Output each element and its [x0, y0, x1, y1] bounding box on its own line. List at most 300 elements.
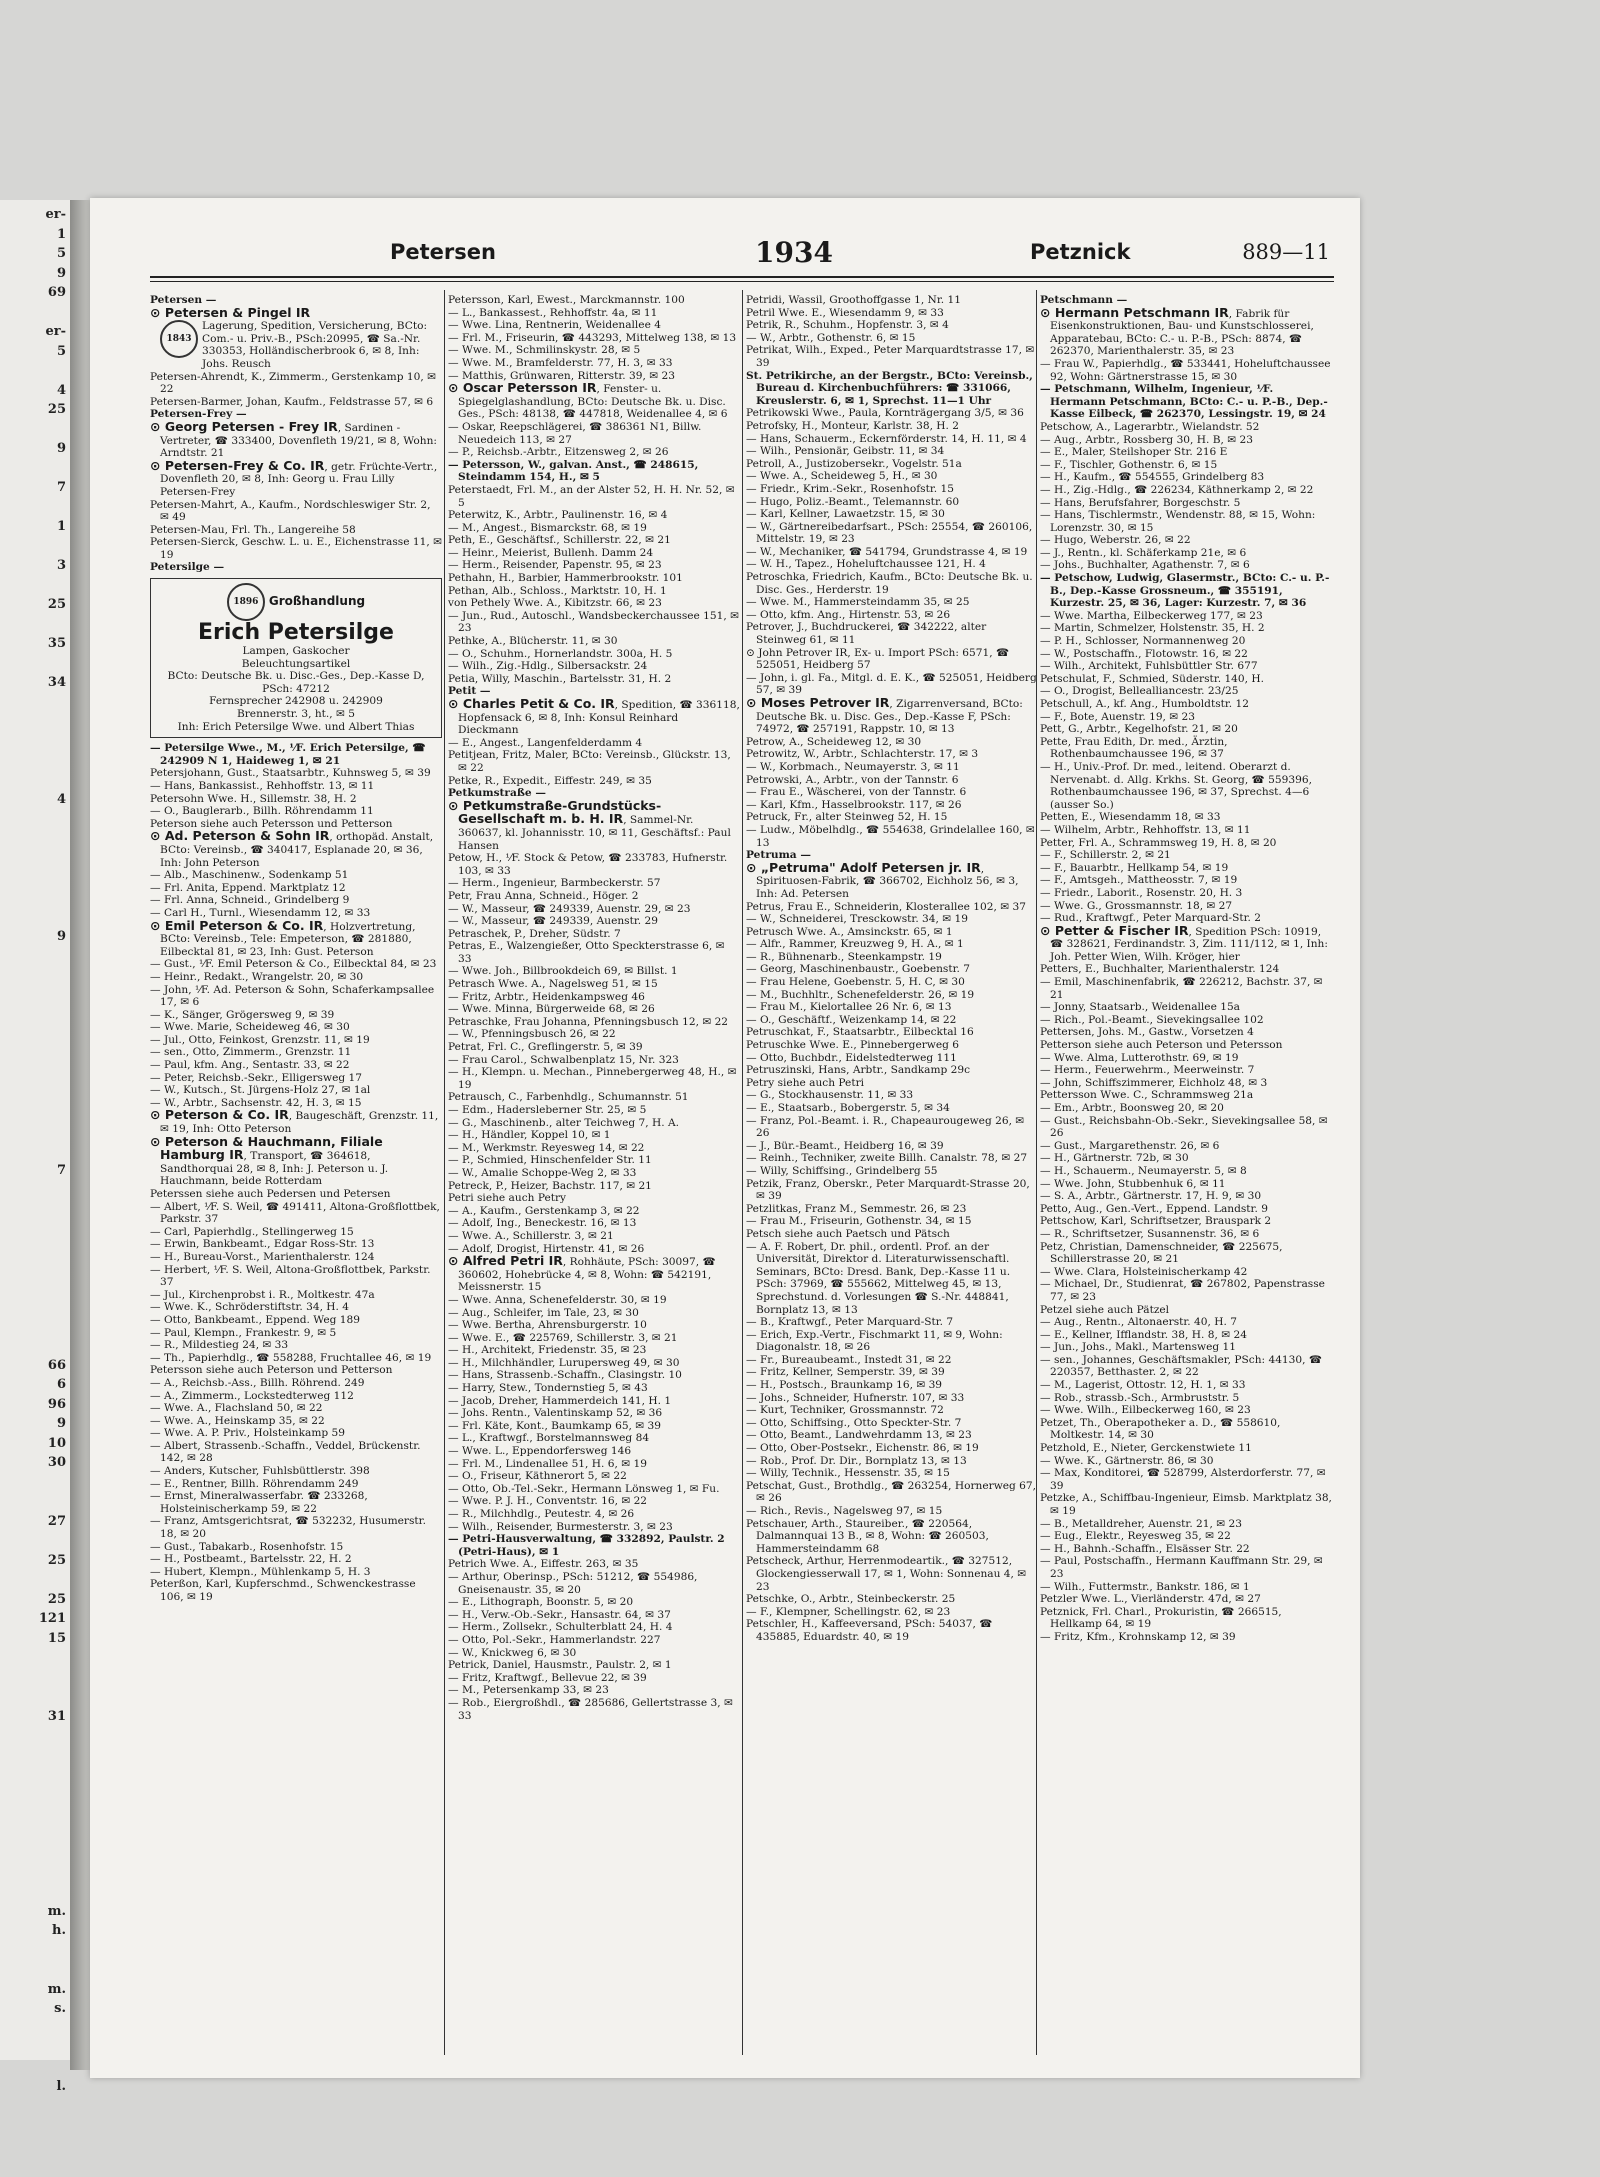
directory-entry: — R., Bühnenarb., Steenkampstr. 19	[746, 950, 942, 963]
directory-entry: Petzke, A., Schiffbau-Ingenieur, Eimsb. Marktplatz 38, ✉ 19	[1040, 1492, 1332, 1517]
directory-entry: — Paul, kfm. Ang., Sentastr. 33, ✉ 22	[150, 1059, 350, 1072]
directory-entry: — Wwe. M., Hammersteindamm 35, ✉ 25	[746, 596, 970, 609]
directory-entry	[746, 697, 1038, 736]
directory-entry: Petrus, Frau E., Schneiderin, Klosterallee 102, ✉ 37	[746, 900, 1026, 913]
directory-entry: Petersson, Karl, Ewest., Marckmannstr. 100	[448, 294, 685, 306]
directory-entry: — John, i. gl. Fa., Mitgl. d. E. K., ☎ 525051, Heidberg 57, ✉ 39	[746, 671, 1037, 697]
directory-entry: — Otto, Beamt., Landwehrdamm 13, ✉ 23	[746, 1429, 972, 1442]
directory-entry: — Fritz, Kfm., Krohnskamp 12, ✉ 39	[1040, 1630, 1236, 1643]
directory-entry: — J., Bür.-Beamt., Heidberg 16, ✉ 39	[746, 1139, 944, 1152]
directory-entry: — Wwe. Wilh., Eilbeckerweg 160, ✉ 23	[1040, 1404, 1251, 1417]
edge-text-fragment: 69	[47, 285, 66, 300]
directory-entry: — Reinh., Techniker, zweite Billh. Canalstr. 78, ✉ 27	[746, 1152, 1028, 1165]
directory-entry: — A., Kaufm., Gerstenkamp 3, ✉ 22	[448, 1204, 640, 1217]
directory-entry: Peterssen siehe auch Pedersen und Petersen	[150, 1188, 391, 1200]
directory-entry: — F., Amtsgeh., Mattheosstr. 7, ✉ 19	[1040, 874, 1238, 887]
directory-entry: — M., Buchhltr., Schenefelderstr. 26, ✉ 19	[746, 988, 975, 1001]
directory-entry	[1040, 304, 1332, 358]
directory-entry: — Wwe. M., Schmilinskystr. 28, ✉ 5	[448, 344, 641, 357]
advertisement	[150, 578, 442, 738]
directory-entry: — Herm., Reisender, Papenstr. 95, ✉ 23	[448, 559, 662, 572]
edge-text-fragment: 6	[56, 1377, 66, 1392]
directory-entry: — O., Drogist, Bellealliancestr. 23/25	[1040, 685, 1239, 698]
directory-entry: — Em., Arbtr., Boonsweg 20, ✉ 20	[1040, 1102, 1224, 1114]
directory-entry: — W., Masseur, ☎ 249339, Auenstr. 29	[448, 915, 658, 928]
directory-entry: — A., Zimmerm., Lockstedterweg 112	[150, 1389, 354, 1402]
directory-entry: — Frau M., Friseurin, Gothenstr. 34, ✉ 15	[746, 1215, 972, 1228]
firm-details: , Sammel-Nr. 360637, kl. Johannisstr. 10, ✉ 11, Geschäftsf.: Paul Hansen	[458, 814, 731, 852]
directory-entry: Petrasch Wwe. A., Nagelsweg 51, ✉ 15	[448, 978, 658, 991]
firm-name: ⊙ Ad. Peterson & Sohn IR	[150, 828, 330, 844]
directory-entry: — L., Kraftwgf., Borstelmannsweg 84	[448, 1432, 650, 1445]
founding-year-seal: 1896	[227, 583, 265, 621]
header-page-number: 889—11	[1242, 240, 1330, 264]
edge-text-fragment: 3	[56, 558, 66, 573]
directory-entry: St. Petrikirche, an der Bergstr., BCto: Vereinsb., Bureau d. Kirchenbuchführers: ☎ 331066, Kreuslerstr. 6, ✉ 1, Sprechst. 11—1 Uhr	[746, 369, 1033, 407]
directory-entry: — Frl. M., Lindenallee 51, H. 6, ✉ 19	[448, 1457, 647, 1470]
directory-entry: — Frl. M., Friseurin, ☎ 443293, Mittelweg 138, ✉ 13	[448, 331, 737, 344]
directory-entry: — E., Lithograph, Boonstr. 5, ✉ 20	[448, 1596, 634, 1609]
directory-entry: — Friedr., Krim.-Sekr., Rosenhofstr. 15	[746, 482, 954, 495]
directory-entry: — Carl, Papierhdlg., Stellingerweg 15	[150, 1225, 354, 1238]
directory-entry: Pette, Frau Edith, Dr. med., Ärztin, Rothenbaumchaussee 196, ✉ 37	[1040, 735, 1228, 761]
directory-entry: — Petri-Hausverwaltung, ☎ 332892, Paulstr. 2 (Petri-Haus), ✉ 1	[448, 1533, 725, 1558]
directory-entry: ⊙ John Petrover IR, Ex- u. Import PSch: 6571, ☎ 525051, Heidberg 57	[746, 646, 1010, 672]
firm-name: ⊙ Petter & Fischer IR	[1040, 922, 1189, 938]
directory-entry: — Paul, Postschaffn., Hermann Kauffmann Str. 29, ✉ 23	[1040, 1555, 1323, 1580]
directory-entry: — Otto, Buchbdr., Eidelstedterweg 111	[746, 1051, 957, 1064]
directory-entry: Petr, Frau Anna, Schneid., Höger. 2	[448, 889, 639, 902]
directory-entry: Pethahn, H., Barbier, Hammerbrookstr. 101	[448, 572, 683, 585]
directory-entry: — Oskar, Reepschlägerei, ☎ 386361 N1, Billw. Neuedeich 113, ✉ 27	[448, 420, 702, 446]
firm-name: ⊙ Petersen & Pingel IR	[150, 304, 311, 320]
directory-entry: — Wwe. Joh., Billbrookdeich 69, ✉ Billst. 1	[448, 965, 678, 978]
edge-text-fragment: 25	[47, 597, 66, 612]
directory-entry: — Hans, Schauerm., Eckernförderstr. 14, H. 11, ✉ 4	[746, 432, 1027, 445]
directory-page	[90, 198, 1360, 2078]
directory-entry: — H., Zig.-Hdlg., ☎ 226234, Käthnerkamp 2, ✉ 22	[1040, 483, 1314, 496]
directory-entry: — Kurt, Techniker, Grossmannstr. 72	[746, 1404, 944, 1417]
directory-entry: Petkumstraße —	[448, 787, 546, 800]
header-last-entry: Petznick	[1030, 240, 1131, 264]
directory-entry: — Hugo, Weberstr. 26, ✉ 22	[1040, 534, 1191, 547]
directory-entry: — Herm., Zollsekr., Schulterblatt 24, H. 4	[448, 1621, 673, 1634]
directory-entry: Petznick, Frl. Charl., Prokuristin, ☎ 266515, Hellkamp 64, ✉ 19	[1040, 1605, 1282, 1631]
directory-entry: Petersjohann, Gust., Staatsarbtr., Kuhnsweg 5, ✉ 39	[150, 767, 431, 780]
ad-line: BCto: Deutsche Bk. u. Disc.-Ges., Dep.-Kasse D, PSch: 47212	[167, 670, 425, 695]
directory-entry: — R., Milchhdlg., Peutestr. 4, ✉ 26	[448, 1508, 635, 1520]
directory-entry: Petzlitkas, Franz M., Semmestr. 26, ✉ 23	[746, 1202, 967, 1215]
directory-entry: — Frau E., Wäscherei, von der Tannstr. 6	[746, 786, 967, 799]
firm-name: ⊙ Moses Petrover IR	[746, 695, 890, 710]
directory-entry: — Hans, Bankassist., Rehhoffstr. 13, ✉ 11	[150, 780, 375, 792]
directory-entry: — M., Werkmstr. Reyesweg 14, ✉ 22	[448, 1141, 645, 1154]
directory-entry: Petit —	[448, 685, 491, 698]
directory-entry: — Herm., Feuerwehrm., Meerweinstr. 7	[1040, 1064, 1255, 1077]
directory-entry: — Adolf, Drogist, Hirtenstr. 41, ✉ 26	[448, 1242, 645, 1255]
directory-entry	[150, 418, 442, 460]
directory-entry: — Wwe. Lina, Rentnerin, Weidenallee 4	[448, 319, 661, 332]
edge-text-fragment: 9	[56, 928, 66, 944]
directory-entry: — M., Lagerist, Ottostr. 12, H. 1, ✉ 33	[1040, 1379, 1246, 1392]
directory-entry: — Martin, Schmelzer, Holstenstr. 35, H. 2	[1040, 622, 1265, 635]
directory-entry: — F., Bauarbtr., Hellkamp 54, ✉ 19	[1040, 861, 1229, 874]
firm-name: ⊙ Charles Petit & Co. IR	[448, 696, 615, 711]
directory-entry: — E., Rentner, Billh. Röhrendamm 249	[150, 1477, 359, 1490]
directory-entry: Petrow, A., Scheideweg 12, ✉ 30	[746, 735, 922, 748]
directory-entry: Petten, E., Wiesendamm 18, ✉ 33	[1040, 811, 1221, 824]
directory-entry: Petter, Frl. A., Schrammsweg 19, H. 8, ✉ 20	[1040, 836, 1277, 849]
ad-line: Fernsprecher 242908 u. 242909	[209, 695, 383, 708]
directory-entry: — O., Bauglerarb., Billh. Röhrendamm 11	[150, 805, 374, 818]
firm-name: ⊙ Hermann Petschmann IR	[1040, 304, 1229, 320]
directory-entry: — W., Mechaniker, ☎ 541794, Grundstrasse 4, ✉ 19	[746, 545, 1028, 558]
directory-entry: — Wwe. P. J. H., Conventstr. 16, ✉ 22	[448, 1495, 648, 1508]
directory-entry: Petersen —	[150, 294, 217, 306]
directory-entry: — Jacob, Dreher, Hammerdeich 141, H. 1	[448, 1394, 672, 1407]
firm-details: , Transport, ☎ 364618, Sandthorquai 28, ✉ 8, Inh: J. Peterson u. J. Hauchmann, beide Rotterdam	[160, 1150, 389, 1188]
directory-entry: — Friedr., Laborit., Rosenstr. 20, H. 3	[1040, 886, 1243, 899]
directory-entry: — Wilhelm, Arbtr., Rehhoffstr. 13, ✉ 11	[1040, 823, 1251, 836]
ad-line: Beleuchtungsartikel	[241, 657, 351, 670]
header-rule-thin	[150, 281, 1334, 282]
edge-text-fragment: m.	[47, 1903, 66, 1919]
firm-details: , getr. Früchte-Vertr., Dovenfleth 20, ✉ 8, Inh: Georg u. Frau Lilly Petersen-Frey	[160, 460, 438, 498]
directory-entry: — Otto, Pol.-Sekr., Hammerlandstr. 227	[448, 1633, 661, 1646]
directory-entry: — Aug., Schleifer, im Tale, 23, ✉ 30	[448, 1306, 639, 1319]
directory-entry: — Hubert, Klempn., Mühlenkamp 5, H. 3	[150, 1565, 371, 1578]
directory-entry: — W., Postschaffn., Flotowstr. 16, ✉ 22	[1040, 647, 1248, 660]
directory-entry: — Gust., Margarethenstr. 26, ✉ 6	[1040, 1139, 1220, 1152]
directory-entry: — Petschmann, Wilhelm, Ingenieur, ⅟F. Hermann Petschmann, BCto: C.- u. P.-B., Dep.-Kasse Eilbeck, ☎ 262370, Lessingstr. 19, ✉ 24	[1040, 383, 1328, 421]
directory-entry: — Hugo, Poliz.-Beamt., Telemannstr. 60	[746, 495, 960, 508]
directory-entry: — E., Maler, Steilshoper Str. 216 E	[1040, 446, 1228, 459]
directory-entry: — H., Klempn. u. Mechan., Pinnebergerweg 48, H., ✉ 19	[448, 1066, 737, 1091]
directory-entry: Petrofsky, H., Monteur, Karlstr. 38, H. 2	[746, 419, 960, 432]
directory-entry: — A. F. Robert, Dr. phil., ordentl. Prof. an der Universität, Direktor d. Literaturwissenschaftl. Seminars, BCto: Dresd. Bank, Dep.-Kasse 11 u. PSch: 37969, ☎ 555662, Mittelweg 45, ✉ 13, Sprechstund. d. Vorlesungen ☎ S.-Nr. 448841, Bornplatz 13, ✉ 13	[746, 1240, 1011, 1316]
edge-text-fragment: 66	[47, 1357, 66, 1373]
directory-entry: — F., Schillerstr. 2, ✉ 21	[1040, 849, 1171, 862]
directory-entry: — Eug., Elektr., Reyesweg 35, ✉ 22	[1040, 1530, 1231, 1543]
directory-entry: — Otto, Ober-Postsekr., Eichenstr. 86, ✉ 19	[746, 1442, 979, 1455]
directory-entry: Petrik, R., Schuhm., Hopfenstr. 3, ✉ 4	[746, 319, 949, 332]
adjacent-page-edge	[0, 200, 71, 2094]
directory-entry: Petroll, A., Justizobersekr., Vogelstr. 51a	[746, 457, 962, 470]
edge-text-fragment: 7	[56, 1162, 66, 1178]
directory-entry: — Frau W., Papierhdlg., ☎ 533441, Hoheluftchaussee 92, Wohn: Gärtnerstrasse 15, ✉ 30	[1040, 357, 1331, 383]
directory-entry: — H., Milchhändler, Lurupersweg 49, ✉ 30	[448, 1356, 680, 1369]
directory-entry: — O., Geschäftf., Weizenkamp 14, ✉ 22	[746, 1013, 957, 1026]
directory-entry: — H., Architekt, Friedenstr. 35, ✉ 23	[448, 1344, 647, 1357]
directory-entry: — H., Kaufm., ☎ 554555, Grindelberg 83	[1040, 471, 1265, 484]
directory-entry: Petrikat, Wilh., Exped., Peter Marquardtstrasse 17, ✉ 39	[746, 344, 1035, 369]
directory-entry: Petschull, A., kf. Ang., Humboldtstr. 12	[1040, 698, 1250, 710]
directory-entry: Petschow, A., Lagerarbtr., Wielandstr. 52	[1040, 420, 1260, 433]
directory-entry: — Carl H., Turnl., Wiesendamm 12, ✉ 33	[150, 906, 371, 919]
directory-entry: — W., Arbtr., Sachsenstr. 42, H. 3, ✉ 15	[150, 1096, 362, 1109]
directory-entry: — Heinr., Meierist, Bullenh. Damm 24	[448, 546, 654, 559]
directory-entry: — Frau Helene, Goebenstr. 5, H. C, ✉ 30	[746, 976, 965, 989]
directory-entry: — Edm., Hadersleberner Str. 25, ✉ 5	[448, 1104, 647, 1116]
directory-entry: Petersen-Mahrt, A., Kaufm., Nordschleswiger Str. 2, ✉ 49	[150, 498, 431, 524]
directory-entry: — Hans, Tischlermstr., Wendenstr. 88, ✉ 15, Wohn: Lorenzstr. 30, ✉ 15	[1040, 509, 1316, 534]
directory-entry: — W., Amalie Schoppe-Weg 2, ✉ 33	[448, 1166, 637, 1179]
directory-entry: Petersilge —	[150, 561, 225, 574]
column-divider	[742, 290, 743, 2055]
directory-entry: — H., Postsch., Braunkamp 16, ✉ 39	[746, 1379, 943, 1392]
directory-entry: — Harry, Stew., Tondernstieg 5, ✉ 43	[448, 1382, 648, 1395]
directory-entry: Peterwitz, K., Arbtr., Paulinenstr. 16, ✉ 4	[448, 509, 668, 522]
directory-entry: — H., Gärtnerstr. 72b, ✉ 30	[1040, 1152, 1189, 1165]
directory-entry: — Albert, ⅟F. S. Weil, ☎ 491411, Altona-Großflottbek, Parkstr. 37	[150, 1200, 440, 1226]
directory-entry: — Wwe. K., Schröderstiftstr. 34, H. 4	[150, 1301, 350, 1314]
directory-entry: Pett, G., Arbtr., Kegelhofstr. 21, ✉ 20	[1040, 723, 1238, 736]
directory-entry: — Aug., Arbtr., Rossberg 30, H. B, ✉ 23	[1040, 433, 1253, 446]
edge-text-fragment: 30	[47, 1455, 66, 1470]
directory-entry: Petersson siehe auch Peterson und Petterson	[150, 1364, 393, 1377]
directory-entry: — Arthur, Oberinsp., PSch: 51212, ☎ 554986, Gneisenaustr. 35, ✉ 20	[448, 1570, 698, 1596]
directory-entry: — W., Masseur, ☎ 249339, Auenstr. 29, ✉ 23	[448, 902, 691, 915]
directory-entry: Petras, E., Walzengießer, Otto Speckterstrasse 6, ✉ 33	[448, 940, 725, 965]
edge-text-fragment: 15	[47, 1630, 66, 1646]
firm-details: Lagerung, Spedition, Versicherung, BCto: Com.- u. Priv.-B., PSch:20995, ☎ Sa.-Nr. 330353, Holländischerbrook 6, ✉ 8, Inh: Johs. Reusch	[202, 320, 428, 370]
directory-entry: Peterson siehe auch Petersson und Petterson	[150, 817, 393, 830]
edge-text-fragment: 34	[47, 675, 66, 690]
directory-entry: — R., Schriftsetzer, Susannenstr. 36, ✉ 6	[1040, 1227, 1260, 1240]
directory-entry: — Franz, Pol.-Beamt. i. R., Chapeaurougeweg 26, ✉ 26	[746, 1114, 1025, 1140]
directory-entry: — Albert, Strassenb.-Schaffn., Veddel, Brückenstr. 142, ✉ 28	[150, 1439, 421, 1465]
header-first-entry: Petersen	[390, 240, 496, 264]
directory-entry: Peth, E., Geschäftsf., Schillerstr. 22, ✉ 21	[448, 534, 671, 547]
directory-entry: — K., Sänger, Grögersweg 9, ✉ 39	[150, 1008, 335, 1021]
directory-entry: Petrikowski Wwe., Paula, Kornträgergang 3/5, ✉ 36	[746, 407, 1024, 420]
directory-entry: — Frau M., Kielortallee 26 Nr. 6, ✉ 13	[746, 1001, 952, 1014]
directory-entry: Petersen-Barmer, Johan, Kaufm., Feldstrasse 57, ✉ 6	[150, 395, 434, 408]
directory-entry: — Wilh., Futtermstr., Bankstr. 186, ✉ 1	[1040, 1580, 1250, 1593]
directory-entry: — F., Tischler, Gothenstr. 6, ✉ 15	[1040, 458, 1218, 471]
directory-entry: Petke, R., Expedit., Eiffestr. 249, ✉ 35	[448, 774, 652, 787]
edge-text-fragment: 1	[56, 226, 66, 242]
directory-entry: — Wwe. A., Flachsland 50, ✉ 22	[150, 1402, 323, 1415]
directory-entry: Petersen-Mau, Frl. Th., Langereihe 58	[150, 523, 356, 536]
directory-entry	[448, 698, 740, 737]
directory-entry: — H., Bahnh.-Schaffn., Elsässer Str. 22	[1040, 1542, 1250, 1555]
edge-text-fragment: 4	[56, 792, 66, 807]
directory-entry: — Anders, Kutscher, Fuhlsbüttlerstr. 398	[150, 1465, 370, 1478]
directory-entry: — Fritz, Kellner, Semperstr. 39, ✉ 39	[746, 1366, 945, 1379]
directory-entry: — Wwe. A., Schillerstr. 3, ✉ 21	[448, 1229, 614, 1242]
directory-entry: — W., Schneiderei, Tresckowstr. 34, ✉ 19	[746, 913, 969, 926]
directory-entry: Petia, Willy, Maschin., Bartelsstr. 31, H. 2	[448, 672, 672, 685]
edge-text-fragment: 121	[38, 1611, 66, 1626]
directory-entry: Petzler Wwe. L., Vierländerstr. 47d, ✉ 27	[1040, 1593, 1261, 1606]
directory-entry	[448, 797, 740, 852]
directory-entry: — B., Metalldreher, Auenstr. 21, ✉ 23	[1040, 1517, 1242, 1530]
directory-entry: — Th., Papierhdlg., ☎ 558288, Fruchtallee 46, ✉ 19	[150, 1351, 432, 1364]
directory-entry: Petersen-Frey —	[150, 408, 247, 421]
directory-entry: — Fritz, Arbtr., Heidenkampsweg 46	[448, 990, 645, 1003]
directory-entry: Petrich Wwe. A., Eiffestr. 263, ✉ 35	[448, 1558, 639, 1571]
directory-entry: Petraschek, P., Dreher, Südstr. 7	[448, 927, 621, 940]
directory-entry: Petrat, Frl. C., Greflingerstr. 5, ✉ 39	[448, 1041, 643, 1054]
firm-name: ⊙ Peterson & Co. IR	[150, 1107, 289, 1123]
directory-entry: — P., Schmied, Hinschenfelder Str. 11	[448, 1154, 652, 1167]
directory-entry: — Willy, Schiffsing., Grindelberg 55	[746, 1164, 938, 1177]
directory-entry: Petrausch, C., Farbenhdlg., Schumannstr. 51	[448, 1091, 689, 1104]
directory-entry: — H., Bureau-Vorst., Marienthalerstr. 124	[150, 1250, 375, 1263]
directory-entry: — E., Staatsarb., Bobergerstr. 5, ✉ 34	[746, 1102, 950, 1114]
edge-text-fragment: 9	[56, 1416, 66, 1431]
firm-details: , Zigarrenversand, BCto: Deutsche Bk. u. Disc. Ges., Dep.-Kasse F, PSch: 74972, ☎ 257191, Rappstr. 10, ✉ 13	[756, 698, 1023, 736]
firm-details: , orthopäd. Anstalt, BCto: Vereinsb., ☎ 340417, Esplanade 20, ✉ 36, Inh: John Peterson	[160, 831, 434, 869]
edge-text-fragment: 96	[47, 1396, 66, 1412]
book-gutter	[70, 200, 92, 2070]
firm-details: , Fabrik für Eisenkonstruktionen, Bau- und Kunstschlosserei, Apparatebau, BCto: C.- u. P.-B., PSch: 8874, ☎ 262370, Marienthalerstr. 35, ✉ 23	[1050, 307, 1314, 358]
directory-entry: — Otto, Ob.-Tel.-Sekr., Hermann Lönsweg 1, ✉ Fu.	[448, 1482, 720, 1495]
directory-entry: Petril Wwe. E., Wiesendamm 9, ✉ 33	[746, 306, 944, 319]
directory-entry: — Jul., Otto, Feinkost, Grenzstr. 11, ✉ 19	[150, 1033, 370, 1046]
firm-name: ⊙ Georg Petersen - Frey IR	[150, 418, 338, 434]
directory-entry: — Jonny, Staatsarb., Weidenallee 15a	[1040, 1001, 1240, 1014]
directory-entry: Peterstaedt, Frl. M., an der Alster 52, H. H. Nr. 52, ✉ 5	[448, 483, 735, 509]
directory-entry: Petzet, Th., Oberapotheker a. D., ☎ 558610, Moltkestr. 14, ✉ 30	[1040, 1416, 1281, 1442]
directory-entry: — Wwe. Bertha, Ahrensburgerstr. 10	[448, 1319, 647, 1332]
directory-entry: — Jun., Rud., Autoschl., Wandsbeckerchaussee 151, ✉ 23	[448, 609, 739, 635]
directory-entry: — Wwe. Marie, Scheideweg 46, ✉ 30	[150, 1021, 350, 1034]
directory-entry: Petrover, J., Buchdruckerei, ☎ 342222, alter Steinweg 61, ✉ 11	[746, 621, 987, 647]
directory-entry: Pettersen, Johs. M., Gastw., Vorsetzen 4	[1040, 1026, 1254, 1039]
directory-entry: — Rob., strassb.-Sch., Armbruststr. 5	[1040, 1391, 1240, 1404]
directory-entry: Petschulat, F., Schmied, Süderstr. 140, H.	[1040, 672, 1265, 685]
directory-entry: — H., Postbeamt., Bartelsstr. 22, H. 2	[150, 1553, 352, 1566]
directory-entry: Peterßon, Karl, Kupferschmd., Schwenckestrasse 106, ✉ 19	[150, 1578, 416, 1603]
directory-entry: — Rich., Revis., Nagelsweg 97, ✉ 15	[746, 1505, 943, 1517]
directory-entry: — Gust., Tabakarb., Rosenhofstr. 15	[150, 1540, 344, 1553]
directory-entry: — Frl. Anita, Eppend. Marktplatz 12	[150, 881, 346, 894]
directory-entry: — Emil, Maschinenfabrik, ☎ 226212, Bachstr. 37, ✉ 21	[1040, 976, 1323, 1001]
directory-entry	[150, 917, 442, 959]
directory-entry: Petrusch Wwe. A., Amsinckstr. 65, ✉ 1	[746, 925, 953, 938]
firm-details: , Spirituosen-Fabrik, ☎ 366702, Eichholz 56, ✉ 3, Inh: Ad. Petersen	[756, 862, 1019, 900]
firm-name: ⊙ „Petruma" Adolf Petersen jr. IR	[746, 859, 981, 875]
directory-entry: — Wwe. K., Gärtnerstr. 86, ✉ 30	[1040, 1454, 1214, 1467]
directory-entry: Petters, E., Buchhalter, Marienthalerstr. 124	[1040, 963, 1280, 976]
directory-entry	[150, 1133, 442, 1188]
directory-entry: — R., Mildestieg 24, ✉ 33	[150, 1339, 289, 1352]
directory-entry: Petersen-Ahrendt, K., Zimmerm., Gerstenkamp 10, ✉ 22	[150, 370, 436, 396]
directory-entry: Petruck, Fr., alter Steinweg 52, H. 15	[746, 811, 948, 824]
directory-entry: Pettersson Wwe. C., Schrammsweg 21a	[1040, 1089, 1254, 1102]
column-4	[1040, 294, 1332, 2054]
directory-entry: — F., Bote, Auenstr. 19, ✉ 23	[1040, 710, 1196, 723]
directory-entry: Petrick, Daniel, Hausmstr., Paulstr. 2, ✉ 1	[448, 1659, 672, 1672]
directory-entry: Petry siehe auch Petri	[746, 1076, 865, 1089]
ad-line: Lampen, Gaskocher	[242, 645, 350, 658]
directory-entry: — sen., Johannes, Geschäftsmakler, PSch: 44130, ☎ 220357, Betthaster. 2, ✉ 22	[1040, 1353, 1323, 1379]
firm-name: ⊙ Petkumstraße-Grundstücks-Gesellschaft m. b. H. IR	[448, 797, 662, 827]
directory-entry: — Petersilge Wwe., M., ⅟F. Erich Petersilge, ☎ 242909 N 1, Haideweg 1, ✉ 21	[150, 742, 426, 767]
directory-entry: — Gust., Reichsbahn-Ob.-Sekr., Sievekingsallee 58, ✉ 26	[1040, 1114, 1328, 1140]
directory-entry: — Wilh., Reisender, Burmesterstr. 3, ✉ 23	[448, 1520, 673, 1533]
directory-entry: Petraschke, Frau Johanna, Pfenningsbusch 12, ✉ 22	[448, 1015, 729, 1028]
column-divider	[444, 290, 445, 2055]
directory-entry: Petruszinski, Hans, Arbtr., Sandkamp 29c	[746, 1064, 971, 1077]
directory-entry: — Ernst, Mineralwasserfabr. ☎ 233268, Holsteinischerkamp 59, ✉ 22	[150, 1490, 368, 1515]
directory-entry: — Fr., Bureaubeamt., Instedt 31, ✉ 22	[746, 1353, 952, 1366]
directory-entry: — J., Rentn., kl. Schäferkamp 21e, ✉ 6	[1040, 546, 1247, 559]
directory-entry: — Alfr., Rammer, Kreuzweg 9, H. A., ✉ 1	[746, 938, 964, 951]
directory-entry: — G., Maschinenb., alter Teichweg 7, H. A.	[448, 1116, 679, 1129]
edge-text-fragment: er-	[45, 207, 66, 222]
directory-entry: — B., Kraftwgf., Peter Marquard-Str. 7	[746, 1316, 954, 1329]
column-3	[746, 294, 1038, 2054]
directory-entry: — Wilh., Architekt, Fuhlsbüttler Str. 677	[1040, 660, 1258, 673]
directory-entry: — Rob., Prof. Dr. Dir., Bornplatz 13, ✉ 13	[746, 1454, 967, 1467]
directory-entry: — Max, Konditorei, ☎ 528799, Alsterdorferstr. 77, ✉ 39	[1040, 1467, 1326, 1492]
edge-text-fragment: 25	[47, 1552, 66, 1568]
edge-text-fragment: 9	[56, 265, 66, 281]
directory-entry: Petsch siehe auch Paetsch und Pätsch	[746, 1227, 950, 1240]
directory-entry: — Johs., Schneider, Hufnerstr. 107, ✉ 33	[746, 1391, 965, 1404]
page-header	[150, 236, 1330, 280]
firm-name: ⊙ Emil Peterson & Co. IR	[150, 917, 324, 933]
directory-entry: — Matthis, Grünwaren, Ritterstr. 39, ✉ 23	[448, 369, 675, 382]
directory-entry: Petreck, P., Heizer, Bachstr. 117, ✉ 21	[448, 1179, 652, 1192]
directory-entry: — W., Knickweg 6, ✉ 30	[448, 1646, 577, 1659]
directory-entry: — Wilh., Pensionär, Geibstr. 11, ✉ 34	[746, 445, 945, 458]
directory-entry: — John, ⅟F. Ad. Peterson & Sohn, Schaferkampsallee 17, ✉ 6	[150, 983, 435, 1009]
edge-text-fragment: h.	[52, 1923, 66, 1938]
directory-entry: — E., Kellner, Ifflandstr. 38, H. 8, ✉ 24	[1040, 1328, 1247, 1341]
directory-entry: — Hans, Strassenb.-Schaffn., Clasingstr. 10	[448, 1369, 682, 1382]
firm-name: ⊙ Alfred Petri IR	[448, 1253, 563, 1269]
directory-entry: — G., Stockhausenstr. 11, ✉ 33	[746, 1089, 914, 1102]
directory-entry: Petschmann —	[1040, 294, 1128, 306]
directory-entry: Pethan, Alb., Schloss., Marktstr. 10, H. 1	[448, 584, 667, 597]
edge-text-fragment: er-	[45, 324, 66, 339]
directory-entry: — Willy, Technik., Hessenstr. 35, ✉ 15	[746, 1467, 950, 1480]
directory-entry: — Hans, Berufsfahrer, Borgeschstr. 5	[1040, 496, 1241, 509]
header-rule	[150, 276, 1334, 278]
directory-entry: — John, Schiffszimmerer, Eichholz 48, ✉ 3	[1040, 1076, 1268, 1089]
directory-entry: Petrowitz, W., Arbtr., Schlachterstr. 17, ✉ 3	[746, 748, 979, 761]
directory-entry: — F., Klempner, Schellingstr. 62, ✉ 23	[746, 1605, 951, 1618]
directory-entry: — Alb., Maschinenw., Sodenkamp 51	[150, 869, 349, 882]
directory-entry: — Peter, Reichsb.-Sekr., Elligersweg 17	[150, 1071, 362, 1084]
directory-entry: — W., Pfenningsbusch 26, ✉ 22	[448, 1028, 616, 1041]
directory-entry: — Wwe. M., Bramfelderstr. 77, H. 3, ✉ 33	[448, 356, 673, 369]
directory-entry: — sen., Otto, Zimmerm., Grenzstr. 11	[150, 1046, 352, 1059]
firm-details: , Spedition PSch: 10919, ☎ 328621, Ferdinandstr. 3, Zim. 111/112, ✉ 1, Inh: Joh. Petter Wien, Wilh. Kröger, hier	[1050, 925, 1328, 963]
directory-entry: — Wwe. A., Scheideweg 5, H., ✉ 30	[746, 470, 938, 483]
directory-entry: — Rud., Kraftwgf., Peter Marquard-Str. 2	[1040, 912, 1261, 925]
firm-details: , Holzvertretung, BCto: Vereinsb., Tele: Empeterson, ☎ 281880, Eilbecktal 81, ✉ 23, Inh: Gust. Peterson	[160, 920, 416, 958]
directory-entry: Pethke, A., Blücherstr. 11, ✉ 30	[448, 635, 618, 648]
firm-details: , Sardinen - Vertreter, ☎ 333400, Dovenfleth 19/21, ✉ 8, Wohn: Arndtstr. 21	[160, 421, 437, 460]
directory-entry: — H., Händler, Koppel 10, ✉ 1	[448, 1129, 611, 1142]
edge-text-fragment: 5	[56, 343, 66, 359]
directory-entry: — Gust., ⅟F. Emil Peterson & Co., Eilbecktal 84, ✉ 23	[150, 958, 437, 971]
directory-entry: Petrowski, A., Arbtr., von der Tannstr. 6	[746, 773, 959, 786]
directory-entry: — Michael, Dr., Studienrat, ☎ 267802, Papenstrasse 77, ✉ 23	[1040, 1278, 1325, 1303]
directory-entry: Petzel siehe auch Pätzel	[1040, 1303, 1170, 1316]
column-1	[150, 294, 442, 2054]
directory-entry: — M., Angest., Bismarckstr. 68, ✉ 19	[448, 521, 647, 534]
firm-name: ⊙ Oscar Petersson IR	[448, 380, 597, 396]
edge-text-fragment: 27	[47, 1513, 66, 1529]
edge-text-fragment: 31	[47, 1708, 66, 1724]
edge-text-fragment: 9	[56, 441, 66, 456]
